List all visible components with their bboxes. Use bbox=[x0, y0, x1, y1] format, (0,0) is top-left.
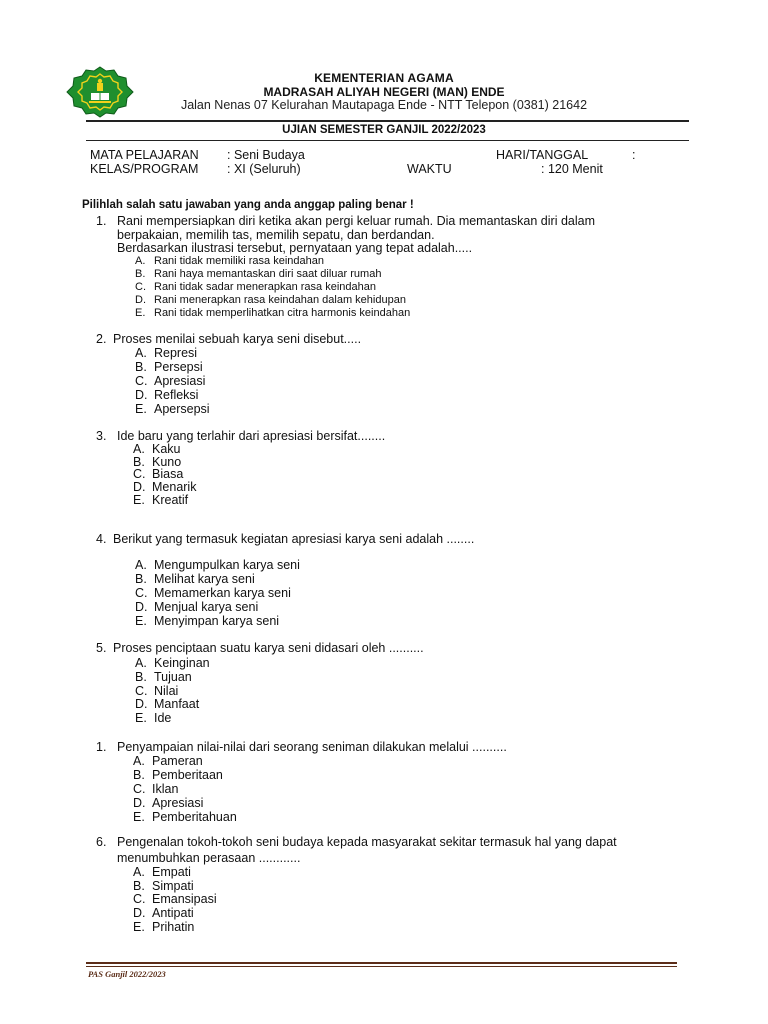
option-letter: E. bbox=[133, 810, 145, 824]
answer-option bbox=[135, 255, 324, 267]
option-text: Kaku bbox=[152, 442, 181, 456]
answer-option bbox=[133, 920, 194, 934]
option-letter: E. bbox=[133, 493, 145, 507]
question-number: 5. bbox=[96, 641, 107, 655]
option-letter: B. bbox=[133, 879, 145, 893]
answer-option bbox=[133, 810, 237, 824]
option-text: Pemberitaan bbox=[152, 768, 223, 782]
question-text: Proses menilai sebuah karya seni disebut..... bbox=[113, 332, 362, 346]
option-letter: B. bbox=[135, 572, 147, 586]
question-number: 2. bbox=[96, 332, 107, 346]
option-text: Iklan bbox=[152, 782, 179, 796]
option-letter: D. bbox=[135, 600, 148, 614]
option-letter: B. bbox=[135, 360, 147, 374]
answer-option bbox=[135, 268, 381, 280]
option-letter: A. bbox=[133, 754, 145, 768]
option-letter: D. bbox=[135, 294, 146, 306]
option-letter: C. bbox=[135, 586, 148, 600]
answer-option bbox=[135, 294, 406, 306]
option-letter: A. bbox=[135, 558, 147, 572]
subject-value: : Seni Budaya bbox=[227, 148, 305, 162]
option-text: Refleksi bbox=[154, 388, 199, 402]
option-text: Keinginan bbox=[154, 656, 210, 670]
ministry-name: KEMENTERIAN AGAMA bbox=[314, 71, 454, 85]
time-label: WAKTU bbox=[407, 162, 452, 176]
option-text: Melihat karya seni bbox=[154, 572, 255, 586]
option-letter: C. bbox=[133, 467, 146, 481]
answer-option bbox=[135, 670, 192, 684]
question-text: Ide baru yang terlahir dari apresiasi bersifat........ bbox=[117, 429, 386, 443]
option-text: Represi bbox=[154, 346, 198, 360]
question-text: Proses penciptaan suatu karya seni didasari oleh .......... bbox=[113, 641, 424, 655]
class-label: KELAS/PROGRAM bbox=[90, 162, 199, 176]
option-letter: C. bbox=[133, 892, 146, 906]
option-text: Nilai bbox=[154, 684, 179, 698]
answer-option bbox=[133, 754, 203, 768]
option-text: Simpati bbox=[152, 879, 194, 893]
option-letter: A. bbox=[133, 442, 145, 456]
option-letter: B. bbox=[133, 768, 145, 782]
answer-option bbox=[135, 572, 255, 586]
day-value: : bbox=[632, 148, 636, 162]
question-text-continued: Berdasarkan ilustrasi tersebut, pernyataan yang tepat adalah..... bbox=[117, 241, 473, 255]
question-text-continued: berpakaian, memilih tas, memilih sepatu, dan berdandan. bbox=[117, 228, 435, 242]
option-letter: D. bbox=[133, 480, 146, 494]
option-text: Rani tidak memiliki rasa keindahan bbox=[154, 255, 324, 267]
option-letter: E. bbox=[135, 711, 147, 725]
answer-option bbox=[133, 906, 194, 920]
option-text: Menjual karya seni bbox=[154, 600, 259, 614]
option-letter: B. bbox=[135, 670, 147, 684]
option-text: Empati bbox=[152, 865, 191, 879]
answer-option bbox=[135, 558, 300, 572]
answer-option bbox=[133, 865, 191, 879]
option-text: Menyimpan karya seni bbox=[154, 614, 280, 628]
option-text: Kuno bbox=[152, 455, 182, 469]
answer-option bbox=[135, 307, 410, 319]
option-letter: A. bbox=[133, 865, 145, 879]
option-letter: A. bbox=[135, 346, 147, 360]
question-number: 4. bbox=[96, 532, 107, 546]
answer-option bbox=[135, 346, 197, 360]
footer-text: PAS Ganjil 2022/2023 bbox=[88, 969, 166, 979]
answer-option bbox=[135, 684, 178, 698]
option-text: Antipati bbox=[152, 906, 194, 920]
answer-option bbox=[135, 656, 210, 670]
option-text: Mengumpulkan karya seni bbox=[154, 558, 300, 572]
answer-option bbox=[133, 768, 223, 782]
option-text: Apresiasi bbox=[154, 374, 206, 388]
option-letter: A. bbox=[135, 255, 146, 267]
answer-option bbox=[133, 467, 183, 481]
option-letter: E. bbox=[135, 307, 146, 319]
answer-option bbox=[133, 796, 203, 810]
title-divider bbox=[86, 140, 689, 141]
day-label: HARI/TANGGAL bbox=[496, 148, 589, 162]
answer-option bbox=[135, 711, 171, 725]
option-letter: A. bbox=[135, 656, 147, 670]
option-text: Ide bbox=[154, 711, 172, 725]
option-text: Apersepsi bbox=[154, 402, 210, 416]
option-text: Rani tidak memperlihatkan citra harmonis keindahan bbox=[154, 307, 411, 319]
answer-option bbox=[133, 442, 181, 456]
option-letter: B. bbox=[133, 455, 145, 469]
answer-option bbox=[133, 892, 217, 906]
footer-divider-thin bbox=[86, 966, 677, 967]
question-number: 1. bbox=[96, 740, 107, 754]
option-text: Emansipasi bbox=[152, 892, 217, 906]
option-letter: C. bbox=[135, 374, 148, 388]
answer-option bbox=[135, 374, 205, 388]
option-letter: D. bbox=[135, 388, 148, 402]
option-letter: E. bbox=[133, 920, 145, 934]
option-text: Biasa bbox=[152, 467, 184, 481]
option-letter: E. bbox=[135, 614, 147, 628]
answer-option bbox=[133, 480, 196, 494]
header-divider bbox=[86, 120, 689, 122]
option-text: Pameran bbox=[152, 754, 203, 768]
class-value: : XI (Seluruh) bbox=[227, 162, 301, 176]
subject-label: MATA PELAJARAN bbox=[90, 148, 199, 162]
option-letter: C. bbox=[135, 281, 146, 293]
option-text: Menarik bbox=[152, 480, 197, 494]
question-text: Berikut yang termasuk kegiatan apresiasi karya seni adalah ........ bbox=[113, 532, 475, 546]
option-text: Prihatin bbox=[152, 920, 195, 934]
option-text: Tujuan bbox=[154, 670, 192, 684]
answer-option bbox=[135, 697, 199, 711]
answer-option bbox=[135, 586, 291, 600]
option-text: Apresiasi bbox=[152, 796, 204, 810]
option-letter: D. bbox=[133, 796, 146, 810]
footer-divider bbox=[86, 962, 677, 964]
option-text: Persepsi bbox=[154, 360, 203, 374]
exam-title: UJIAN SEMESTER GANJIL 2022/2023 bbox=[282, 124, 486, 136]
option-letter: C. bbox=[133, 782, 146, 796]
school-address: Jalan Nenas 07 Kelurahan Mautapaga Ende - NTT Telepon (0381) 21642 bbox=[180, 98, 588, 112]
question-text-continued: menumbuhkan perasaan ............ bbox=[117, 851, 301, 865]
question-number: 3. bbox=[96, 429, 107, 443]
option-text: Rani menerapkan rasa keindahan dalam kehidupan bbox=[154, 294, 406, 306]
question-number: 1. bbox=[96, 214, 107, 228]
answer-option bbox=[135, 388, 198, 402]
answer-option bbox=[135, 614, 279, 628]
answer-option bbox=[135, 281, 376, 293]
instruction-text: Pilihlah salah satu jawaban yang anda anggap paling benar ! bbox=[82, 199, 414, 211]
answer-option bbox=[133, 493, 188, 507]
option-text: Manfaat bbox=[154, 697, 200, 711]
answer-option bbox=[135, 600, 258, 614]
question-text: Penyampaian nilai-nilai dari seorang seniman dilakukan melalui .......... bbox=[117, 740, 507, 754]
answer-option bbox=[135, 360, 203, 374]
answer-option bbox=[135, 402, 210, 416]
option-letter: D. bbox=[135, 697, 148, 711]
option-text: Rani haya memantaskan diri saat diluar rumah bbox=[154, 268, 382, 280]
option-text: Memamerkan karya seni bbox=[154, 586, 291, 600]
option-letter: B. bbox=[135, 268, 146, 280]
question-text: Pengenalan tokoh-tokoh seni budaya kepada masyarakat sekitar termasuk hal yang dapat bbox=[117, 835, 617, 849]
time-value: : 120 Menit bbox=[541, 162, 603, 176]
option-text: Rani tidak sadar menerapkan rasa keindahan bbox=[154, 281, 376, 293]
option-letter: C. bbox=[135, 684, 148, 698]
option-letter: E. bbox=[135, 402, 147, 416]
option-letter: D. bbox=[133, 906, 146, 920]
option-text: Kreatif bbox=[152, 493, 189, 507]
question-text: Rani mempersiapkan diri ketika akan pergi keluar rumah. Dia memantaskan diri dalam bbox=[117, 214, 595, 228]
question-number: 6. bbox=[96, 835, 107, 849]
answer-option bbox=[133, 879, 194, 893]
school-name: MADRASAH ALIYAH NEGERI (MAN) ENDE bbox=[263, 85, 505, 99]
answer-option bbox=[133, 782, 178, 796]
option-text: Pemberitahuan bbox=[152, 810, 237, 824]
